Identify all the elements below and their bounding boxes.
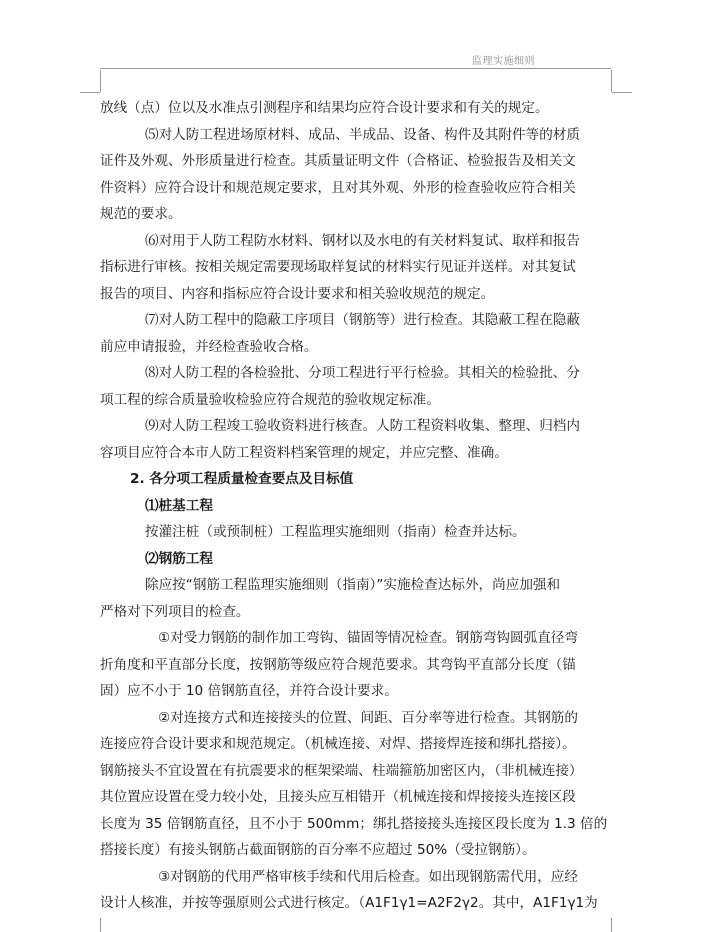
header-title: 监理实施细则 [472,56,535,67]
paragraph-line: 规范的要求。 [100,206,182,222]
paragraph-line: 长度为 35 倍钢筋直径，且不小于 500mm；绑扎搭接接头连接区段长度为 1.3 倍的 [100,816,608,832]
paragraph-line: 其位置应设置在受力较小处，且接头应互相错开（机械连接和焊接接头连接区段 [100,789,576,805]
header-rule [100,68,611,69]
paragraph-line: 报告的项目、内容和指标应符合设计要求和相关验收规范的规定。 [100,286,495,302]
paragraph-line: ⑺对人防工程中的隐蔽工序项目（钢筋等）进行检查。其隐蔽工程在隐蔽 [145,312,580,328]
paragraph-line: 严格对下列项目的检查。 [100,604,250,620]
paragraph-line: ⑻对人防工程的各检验批、分项工程进行平行检验。其相关的检验批、分 [145,365,580,381]
crop-mark-bottom-right-v [611,918,612,932]
paragraph-line: 容项目应符合本市人防工程资料档案管理的规定，并应完整、准确。 [100,445,508,461]
paragraph-line: 前应申请报验，并经检查验收合格。 [100,339,318,355]
paragraph-line: 设计人核准，并按等强原则公式进行核定。（A1F1γ1=A2F2γ2。其中，A1F1γ1为 [100,895,598,911]
crop-mark-top-left-h [80,92,100,93]
paragraph-line: ⑸对人防工程进场原材料、成品、半成品、设备、构件及其附件等的材质 [145,127,580,143]
subsection-heading: ⑵钢筋工程 [145,551,213,567]
crop-mark-top-left-v [100,70,101,92]
paragraph-line: ③对钢筋的代用严格审核手续和代用后检查。如出现钢筋需代用，应经 [158,869,578,885]
paragraph-line: ⑹对用于人防工程防水材料、钢材以及水电的有关材料复试、取样和报告 [145,233,580,249]
paragraph-line: 指标进行审核。按相关规定需要现场取样复试的材料实行见证并送样。对其复试 [100,259,576,275]
paragraph-line: 件资料）应符合设计和规范规定要求，且对其外观、外形的检查验收应符合相关 [100,180,576,196]
paragraph-line: 钢筋接头不宜设置在有抗震要求的框架梁端、柱端箍筋加密区内，（非机械连接） [100,763,583,779]
paragraph-line: 证件及外观、外形质量进行检查。其质量证明文件（合格证、检验报告及相关文 [100,153,576,169]
section-heading: 2. 各分项工程质量检查要点及目标值 [130,471,354,487]
paragraph-line: 连接应符合设计要求和规范规定。（机械连接、对焊、搭接焊连接和绑扎搭接）。 [100,736,576,752]
paragraph-line: 搭接长度）有接头钢筋占截面钢筋的百分率不应超过 50%（受拉钢筋）。 [100,842,536,858]
crop-mark-top-right-h [612,92,632,93]
paragraph-line: 放线（点）位以及水准点引测程序和结果均应符合设计要求和有关的规定。 [100,100,549,116]
paragraph-line: 折角度和平直部分长度，按钢筋等级应符合规范要求。其弯钩平直部分长度（锚 [100,657,576,673]
paragraph-line: ①对受力钢筋的制作加工弯钩、锚固等情况检查。钢筋弯钩圆弧直径弯 [158,630,578,646]
crop-mark-bottom-left-v [100,918,101,932]
crop-mark-top-right-v [611,70,612,92]
paragraph-line: 除应按“钢筋工程监理实施细则（指南）”实施检查达标外，尚应加强和 [145,577,561,593]
paragraph-line: 固）应不小于 10 倍钢筋直径，并符合设计要求。 [100,683,398,699]
paragraph-line: 项工程的综合质量验收检验应符合规范的验收规定标准。 [100,392,440,408]
paragraph-line: ⑼对人防工程竣工验收资料进行核查。人防工程资料收集、整理、归档内 [145,418,580,434]
paragraph-line: ②对连接方式和连接接头的位置、间距、百分率等进行检查。其钢筋的 [158,710,578,726]
paragraph-line: 按灌注桩（或预制桩）工程监理实施细则（指南）检查并达标。 [145,524,526,540]
subsection-heading: ⑴桩基工程 [145,498,213,514]
